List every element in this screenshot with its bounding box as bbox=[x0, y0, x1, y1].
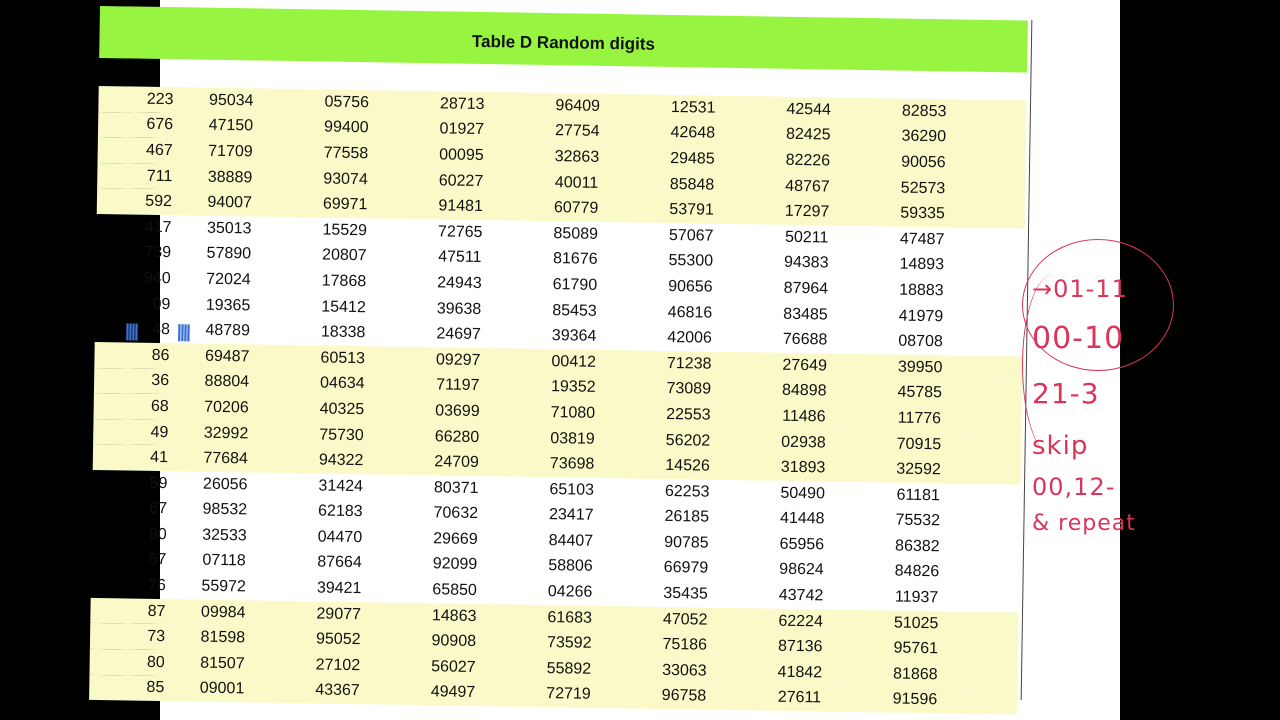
note-line: 00,12- bbox=[1032, 473, 1116, 501]
table-cell: 70206 bbox=[204, 398, 249, 417]
table-cell: 98532 bbox=[202, 500, 248, 519]
table-cell: 00095 bbox=[439, 146, 484, 165]
table-cell: 38889 bbox=[207, 168, 253, 186]
table-cell: 41979 bbox=[898, 307, 944, 325]
table-cell: 70915 bbox=[896, 435, 942, 453]
table-cell: 42544 bbox=[786, 100, 832, 119]
table-cell: 46816 bbox=[667, 303, 713, 322]
table-cell: 70632 bbox=[433, 504, 479, 523]
table-cell: 81507 bbox=[200, 654, 245, 673]
table-cell: 72765 bbox=[437, 223, 483, 241]
table-cell: 90656 bbox=[668, 277, 713, 296]
table-cell: 09 bbox=[152, 295, 171, 313]
table-cell: 27611 bbox=[777, 689, 822, 707]
table-cell: 32533 bbox=[202, 526, 247, 545]
table-cell: 27649 bbox=[782, 356, 828, 375]
table-cell: 50490 bbox=[780, 484, 826, 503]
table-cell: 55300 bbox=[668, 252, 714, 271]
table-cell: 41842 bbox=[777, 663, 823, 682]
table-cell: 47150 bbox=[208, 117, 254, 135]
table-cell: 24697 bbox=[436, 325, 482, 344]
table-cell: 96409 bbox=[555, 96, 601, 115]
table-cell: 77684 bbox=[203, 449, 249, 468]
table-cell: 61790 bbox=[552, 276, 598, 294]
table-cell: 676 bbox=[146, 116, 174, 134]
table-cell: 42648 bbox=[670, 124, 716, 143]
table-cell: 85 bbox=[146, 679, 165, 697]
table-cell: 76688 bbox=[782, 330, 828, 349]
table-cell: 90056 bbox=[901, 153, 946, 172]
note-line: →01-11 bbox=[1032, 275, 1128, 303]
table-cell: 32863 bbox=[554, 148, 600, 166]
table-cell: 15529 bbox=[322, 221, 368, 239]
table-cell: 85089 bbox=[553, 224, 599, 243]
table-cell: 60779 bbox=[553, 199, 599, 218]
table-cell: 592 bbox=[145, 192, 173, 211]
table-cell: 03819 bbox=[550, 429, 595, 448]
table-cell: 467 bbox=[145, 141, 173, 160]
table-cell: 62224 bbox=[778, 612, 824, 631]
table-cell: 81868 bbox=[892, 665, 938, 684]
table-cell: 61181 bbox=[896, 486, 940, 504]
table-cell: 95761 bbox=[893, 639, 939, 658]
table-cell: 40325 bbox=[319, 400, 365, 419]
note-line: 00-10 bbox=[1032, 321, 1125, 356]
table-cell: 50211 bbox=[784, 228, 829, 247]
table-cell: 49 bbox=[150, 423, 169, 441]
table-cell: 94383 bbox=[783, 254, 829, 272]
table-cell: 73089 bbox=[666, 380, 712, 398]
table-cell: 82226 bbox=[785, 151, 831, 170]
note-line: & repeat bbox=[1032, 511, 1136, 536]
table-cell: 22553 bbox=[666, 405, 711, 424]
table-cell: 04266 bbox=[547, 583, 593, 601]
table-cell: 04470 bbox=[317, 528, 363, 547]
table-cell: 26185 bbox=[664, 508, 710, 526]
table-cell: 71709 bbox=[208, 142, 253, 161]
table-cell: 11776 bbox=[897, 409, 942, 428]
table-cell: 417 bbox=[144, 218, 172, 236]
table-cell: 85848 bbox=[669, 175, 715, 194]
table-cell: 12531 bbox=[670, 98, 716, 117]
table-cell: 43367 bbox=[315, 681, 360, 700]
table-cell: 94007 bbox=[207, 193, 253, 212]
table-cell: 24709 bbox=[434, 453, 480, 472]
table-cell: 42006 bbox=[667, 329, 712, 347]
table-header-bar bbox=[99, 6, 1028, 73]
table-cell: 223 bbox=[146, 90, 174, 108]
table-cell: 82425 bbox=[785, 126, 831, 144]
table-cell: 75730 bbox=[319, 426, 364, 444]
table-cell: 09297 bbox=[435, 351, 481, 369]
table-cell: 03699 bbox=[435, 402, 480, 420]
table-cell: 71197 bbox=[436, 376, 480, 395]
table-cell: 81598 bbox=[200, 628, 246, 647]
table-cell: 32992 bbox=[203, 424, 249, 442]
table-cell: 57890 bbox=[206, 245, 252, 263]
table-cell: 72719 bbox=[546, 685, 591, 704]
table-cell: 02938 bbox=[781, 433, 826, 451]
table-cell: 18883 bbox=[899, 281, 944, 300]
table-cell: 87 bbox=[147, 602, 166, 620]
table-cell: 56027 bbox=[431, 658, 476, 676]
table-cell: 81676 bbox=[552, 250, 598, 269]
table-cell: 09001 bbox=[199, 680, 245, 698]
table-cell: 60227 bbox=[438, 171, 484, 190]
table-cell: 49497 bbox=[430, 683, 476, 702]
table-cell: 95052 bbox=[315, 630, 361, 649]
table-cell: 75532 bbox=[895, 511, 941, 530]
table-cell: 33063 bbox=[662, 661, 707, 680]
table-cell: 47487 bbox=[899, 230, 945, 249]
table-cell: 48767 bbox=[785, 177, 830, 196]
table-cell: 19352 bbox=[550, 378, 596, 397]
table-cell: 26056 bbox=[202, 475, 248, 494]
table-cell: 39638 bbox=[436, 299, 482, 318]
note-line: 21-3 bbox=[1032, 377, 1100, 410]
table-cell: 35435 bbox=[663, 585, 708, 603]
table-cell: 36 bbox=[151, 372, 170, 390]
table-cell: 73592 bbox=[546, 634, 592, 653]
table-cell: 84826 bbox=[894, 563, 940, 581]
table-cell: 73 bbox=[147, 628, 166, 646]
table-cell: 94322 bbox=[318, 451, 364, 470]
table-cell: 29485 bbox=[670, 149, 715, 168]
table-cell: 90785 bbox=[664, 533, 709, 552]
table-cell: 77558 bbox=[323, 144, 369, 163]
table-cell: 17297 bbox=[784, 202, 830, 221]
table-cell: 80 bbox=[146, 653, 165, 671]
table-cell: 41448 bbox=[779, 510, 825, 528]
table-cell: 05756 bbox=[324, 93, 370, 112]
table-cell: 71080 bbox=[550, 404, 596, 422]
table-cell: 71238 bbox=[666, 354, 712, 373]
table-cell: 90908 bbox=[431, 632, 477, 651]
table-cell: 67 bbox=[149, 500, 168, 518]
random-digits-table bbox=[89, 6, 1028, 710]
table-cell: 48 bbox=[151, 321, 171, 339]
table-cell: 65850 bbox=[432, 581, 477, 600]
table-cell: 31424 bbox=[318, 477, 364, 495]
table-cell: 87136 bbox=[777, 637, 823, 656]
table-cell: 940 bbox=[143, 269, 171, 288]
table-cell: 85453 bbox=[552, 301, 597, 320]
table-cell: 52573 bbox=[900, 179, 946, 197]
table-cell: 39421 bbox=[316, 579, 362, 598]
table-cell: 83485 bbox=[783, 305, 828, 324]
table-cell: 84407 bbox=[548, 532, 594, 550]
table-body bbox=[89, 86, 1027, 715]
table-cell: 43742 bbox=[778, 586, 824, 605]
table-cell: 29077 bbox=[316, 605, 362, 623]
table-cell: 88804 bbox=[204, 373, 250, 391]
table-cell: 90 bbox=[148, 525, 167, 544]
table-cell: 51025 bbox=[893, 614, 939, 632]
table-cell: 66280 bbox=[434, 427, 480, 446]
table-cell: 47511 bbox=[438, 248, 482, 267]
table-cell: 28713 bbox=[439, 95, 485, 113]
handwritten-notes bbox=[1020, 235, 1136, 555]
table-cell: 14863 bbox=[431, 606, 477, 625]
table-cell: 00412 bbox=[551, 352, 597, 371]
tally-marks: |||| bbox=[176, 321, 190, 342]
table-cell: 20807 bbox=[321, 246, 367, 265]
table-cell: 24943 bbox=[437, 274, 482, 292]
table-cell: 75186 bbox=[662, 636, 708, 654]
table-cell: 87964 bbox=[783, 279, 829, 298]
table-cell: 99400 bbox=[323, 118, 369, 137]
table-cell: 27102 bbox=[315, 656, 361, 675]
table-cell: 93074 bbox=[323, 170, 368, 188]
table-cell: 23417 bbox=[548, 506, 594, 525]
table-cell: 82853 bbox=[901, 102, 947, 121]
table-cell: 711 bbox=[146, 167, 173, 185]
table-cell: 68 bbox=[150, 397, 169, 416]
table-cell: 98624 bbox=[779, 561, 824, 579]
table-cell: 56202 bbox=[665, 431, 711, 450]
table-cell: 09984 bbox=[200, 603, 246, 622]
table-cell: 95034 bbox=[208, 91, 254, 110]
table-cell: 32592 bbox=[896, 460, 941, 479]
table-cell: 66979 bbox=[663, 559, 709, 578]
table-cell: 92099 bbox=[432, 555, 478, 574]
table-cell: 14893 bbox=[899, 255, 945, 274]
table-cell: 91596 bbox=[892, 690, 938, 709]
table-cell: 31893 bbox=[780, 458, 826, 477]
table-cell: 45785 bbox=[897, 383, 943, 402]
table-cell: 86382 bbox=[894, 537, 940, 556]
table-cell: 18338 bbox=[320, 323, 366, 342]
table-cell: 11937 bbox=[894, 588, 939, 607]
table-cell: 14526 bbox=[665, 457, 710, 475]
table-cell: 57 bbox=[148, 551, 167, 569]
table-cell: 40011 bbox=[554, 173, 599, 192]
table-cell: 91481 bbox=[438, 197, 484, 216]
table-cell: 61683 bbox=[547, 608, 593, 627]
table-cell: 62183 bbox=[317, 502, 363, 521]
table-cell: 73698 bbox=[549, 455, 595, 473]
table-cell: 27754 bbox=[554, 122, 600, 141]
table-cell: 65103 bbox=[549, 480, 595, 499]
table-cell: 08708 bbox=[898, 332, 943, 351]
table-cell: 36290 bbox=[901, 127, 947, 146]
table-title: Table D Random digits bbox=[471, 31, 656, 54]
table-cell: 58806 bbox=[548, 557, 593, 576]
table-cell: 69971 bbox=[322, 195, 368, 214]
table-cell: 39950 bbox=[897, 358, 943, 377]
table-cell: 739 bbox=[144, 244, 172, 262]
table-cell: 80371 bbox=[433, 479, 479, 497]
table-cell: 87664 bbox=[317, 553, 362, 572]
table-cell: 65956 bbox=[779, 535, 825, 554]
table-cell: 39364 bbox=[551, 327, 597, 345]
table-cell: 60513 bbox=[320, 349, 366, 367]
table-cell: 35013 bbox=[206, 219, 252, 238]
note-line: skip bbox=[1032, 431, 1089, 461]
table-cell: 17868 bbox=[321, 272, 367, 291]
tally-marks: |||| bbox=[124, 320, 138, 341]
table-cell: 48789 bbox=[205, 321, 251, 340]
table-cell: 55892 bbox=[546, 659, 592, 678]
table-cell: 57067 bbox=[668, 226, 714, 245]
table-cell: 53791 bbox=[669, 201, 714, 219]
table-cell: 86 bbox=[151, 346, 170, 364]
table-cell: 96758 bbox=[661, 687, 707, 706]
table-cell: 15412 bbox=[321, 298, 366, 316]
table-cell: 59335 bbox=[900, 204, 945, 223]
table-cell: 55972 bbox=[201, 577, 247, 596]
document-page bbox=[124, 0, 1120, 720]
table-cell: 72024 bbox=[206, 270, 251, 289]
table-cell: 01927 bbox=[439, 120, 485, 139]
table-cell: 41 bbox=[149, 448, 169, 467]
table-cell: 76 bbox=[147, 576, 167, 595]
table-cell: 69487 bbox=[204, 347, 250, 366]
table-cell: 11486 bbox=[782, 407, 826, 426]
table-cell: 19365 bbox=[205, 296, 251, 314]
table-cell: 07118 bbox=[202, 552, 246, 570]
table-cell: 84898 bbox=[781, 382, 827, 400]
table-cell: 47052 bbox=[662, 610, 708, 629]
table-cell: 59 bbox=[149, 474, 168, 492]
table-cell: 62253 bbox=[664, 482, 710, 501]
table-cell: 04634 bbox=[319, 374, 365, 393]
table-cell: 29669 bbox=[433, 530, 478, 548]
